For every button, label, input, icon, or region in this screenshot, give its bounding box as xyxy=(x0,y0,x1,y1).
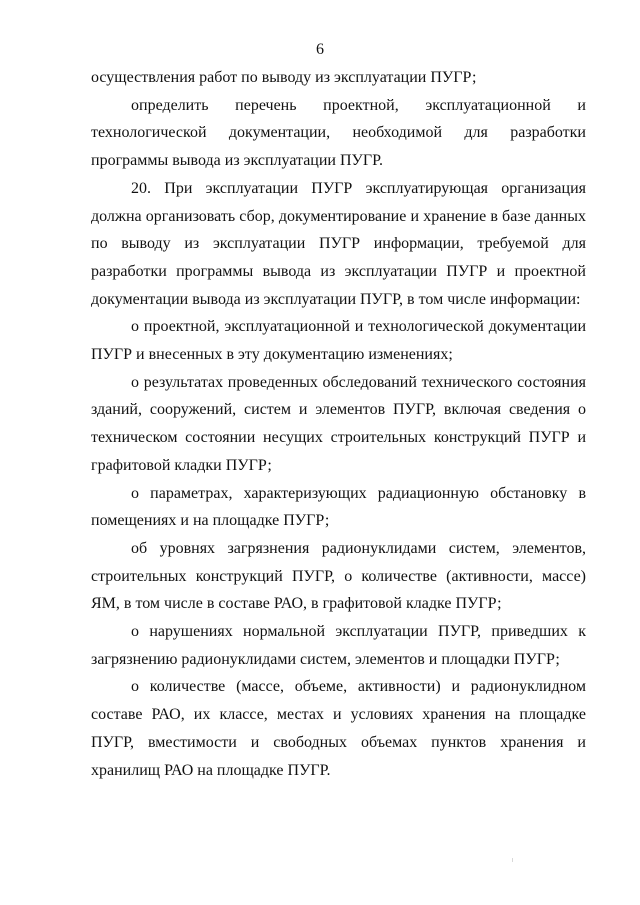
list-item-radiation-parameters: о параметрах, характеризующих радиационную обстановку в помещениях и на площадке ПУГР; xyxy=(91,484,586,530)
list-item-contamination-levels: об уровнях загрязнения радионуклидами систем, элементов, строительных конструкций ПУГР, о количестве (активности, массе) ЯМ, в том числе в составе РАО, в графитовой кладке ПУГР; xyxy=(91,539,586,613)
list-item-survey-results: о результатах проведенных обследований технического состояния зданий, сооружений, систем и элементов ПУГР, включая сведения о техническом состоянии несущих строительных конструкций ПУГР и графитовой кладки ПУГР; xyxy=(91,373,586,474)
scan-artifact xyxy=(512,858,513,862)
list-item-design-documentation: о проектной, эксплуатационной и технологической документации ПУГР и внесенных в эту документацию изменениях; xyxy=(91,318,586,364)
paragraph-item-20: 20. При эксплуатации ПУГР эксплуатирующая организация должна организовать сбор, документирование и хранение в базе данных по выводу из эксплуатации ПУГР информации, требуемой для разработки программы вывода из эксплуатации ПУГР и проектной документации вывода из эксплуатации ПУГР, в том числе информации: xyxy=(91,179,586,308)
page-number: 6 xyxy=(316,41,324,58)
document-body xyxy=(91,64,586,784)
paragraph-continuation: осуществления работ по выводу из эксплуатации ПУГР; xyxy=(91,69,477,86)
list-item-radioactive-waste: о количестве (массе, объеме, активности) и радионуклидном составе РАО, их классе, местах и условиях хранения на площадке ПУГР, вместимости и свободных объемах пунктов хранения и хранилищ РАО на площадке ПУГР. xyxy=(91,678,586,779)
paragraph-define-documentation-list: определить перечень проектной, эксплуатационной и технологической документации, необходимой для разработки программы вывода из эксплуатации ПУГР. xyxy=(91,96,586,170)
list-item-operation-violations: о нарушениях нормальной эксплуатации ПУГР, приведших к загрязнению радионуклидами систем, элементов и площадки ПУГР; xyxy=(91,623,586,668)
